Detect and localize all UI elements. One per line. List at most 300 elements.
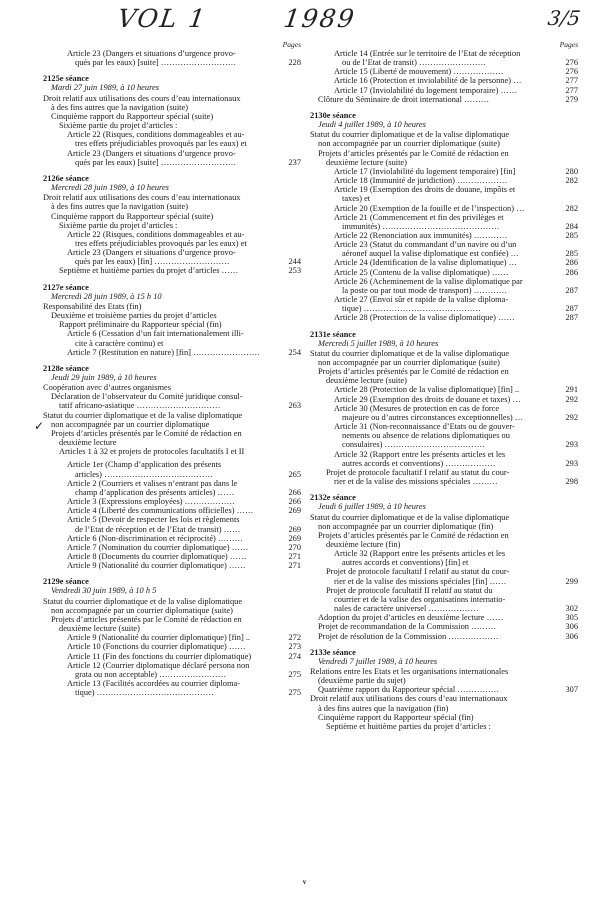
- toc-entry: [310, 204, 578, 213]
- toc-entry: [310, 240, 578, 249]
- session-heading: 2132e séance: [310, 493, 356, 503]
- toc-entry-text: Article 7 (Nomination du courrier diplomatique) ……: [67, 542, 249, 552]
- toc-entry-text: grata ou non acceptable) ……………………: [75, 669, 227, 679]
- toc-entry-page: 292: [565, 394, 578, 404]
- toc-entry-text: Article 11 (Fin des fonctions du courrier diplomatique): [67, 651, 252, 661]
- toc-entry-text: non accompagnée par un courrier diplomatique (fin): [318, 521, 494, 531]
- toc-entry: [43, 688, 301, 697]
- session-heading: 2129e séance: [43, 577, 89, 587]
- toc-entry-text: non accompagnée par un courrier diplomatique: [51, 419, 210, 429]
- toc-entry: [43, 221, 301, 230]
- toc-entry-text: Article 25 (Contenu de la valise diplomatique) ……: [334, 267, 509, 277]
- toc-entry: [310, 49, 578, 58]
- toc-entry-text: Deuxième et troisième parties du projet d’articles: [51, 311, 217, 321]
- toc-entry-text: Article 17 (Inviolabilité du logement temporaire) ……: [334, 85, 518, 95]
- toc-entry-page: 287: [565, 313, 578, 323]
- toc-entry-text: Article 24 (Identification de la valise diplomatique) …: [334, 258, 518, 268]
- toc-entry-text: Article 32 (Rapport entre les présents articles et les: [334, 449, 506, 459]
- toc-entry-text: Article 9 (Nationalité du courrier diplomatique) [fin] ..: [67, 633, 251, 643]
- toc-entry: [310, 76, 578, 85]
- toc-entry-text: Droit relatif aux utilisations des cours d’eau internationaux: [43, 93, 241, 103]
- toc-entry-text: à des fins autres que la navigation (suite): [51, 202, 188, 212]
- toc-entry-page: 275: [288, 688, 301, 698]
- session-date: Jeudi 6 juillet 1989, à 10 heures: [318, 502, 426, 512]
- toc-entry: [310, 586, 578, 595]
- toc-entry-page: 271: [288, 561, 301, 571]
- toc-entry: [43, 130, 301, 139]
- toc-entry-page: 266: [288, 487, 301, 497]
- toc-entry: [310, 613, 578, 622]
- margin-check-mark-icon: ✓: [34, 419, 45, 433]
- toc-entry-text: à des fins autres que la navigation (suite): [51, 102, 188, 112]
- toc-entry-text: Projets d’articles présentés par le Comité de rédaction en: [318, 367, 509, 377]
- toc-entry-text: non accompagnée par un courrier diplomatique (suite): [318, 139, 500, 149]
- toc-entry-page: 306: [565, 622, 578, 632]
- toc-entry: [310, 130, 578, 139]
- toc-entry: [43, 392, 301, 401]
- toc-entry: [43, 248, 301, 257]
- toc-entry-text: articles) …………………………………: [75, 469, 213, 479]
- toc-entry: [310, 58, 578, 67]
- toc-entry: [43, 447, 301, 456]
- toc-entry-text: deuxième lecture (fin): [326, 539, 401, 549]
- toc-entry-text: Droit relatif aux utilisations des cours d’eau internationaux: [310, 694, 508, 704]
- toc-entry: [43, 679, 301, 688]
- session-date: Jeudi 29 juin 1989, à 10 heures: [51, 373, 157, 382]
- toc-entry: [310, 522, 578, 531]
- toc-entry: [43, 266, 301, 275]
- toc-entry: [43, 534, 301, 543]
- toc-entry: [43, 311, 301, 320]
- toc-entry: [310, 440, 578, 449]
- toc-entry: [43, 552, 301, 561]
- toc-entry: [43, 320, 301, 329]
- toc-entry: [310, 358, 578, 367]
- toc-entry: [310, 295, 578, 304]
- toc-entry-text: Statut du courrier diplomatique et de la valise diplomatique: [43, 410, 243, 420]
- toc-entry-text: Article 9 (Nationalité du courrier diplomatique) ……: [67, 561, 246, 571]
- toc-entry-text: Cinquième rapport du Rapporteur spécial (suite): [51, 111, 214, 121]
- toc-entry: [310, 213, 578, 222]
- toc-entry: [43, 302, 301, 311]
- session-heading: 2126e séance: [43, 173, 89, 183]
- toc-entry: [43, 633, 301, 642]
- toc-entry-text: Projets d’articles présentés par le Comité de rédaction en: [51, 614, 242, 624]
- toc-entry-text: Septième et huitième parties du projet d’articles ……: [59, 266, 239, 276]
- toc-entry: [310, 477, 578, 486]
- toc-entry-text: Article 14 (Entrée sur le territoire de l’Etat de réception: [334, 49, 521, 58]
- toc-entry-text: rier et de la valise des missions spéciales ………: [334, 477, 498, 487]
- session-heading: 2127e séance: [43, 282, 89, 292]
- toc-entry-text: champ d’application des présents articles) ……: [75, 487, 235, 497]
- toc-entry-page: 276: [565, 58, 578, 68]
- toc-entry: [310, 540, 578, 549]
- toc-entry: [43, 339, 301, 348]
- toc-entry-page: 254: [288, 347, 301, 357]
- toc-entry: [43, 149, 301, 158]
- toc-entry: [310, 404, 578, 413]
- toc-entry: [310, 231, 578, 240]
- toc-entry-text: Article 23 (Dangers et situations d’urgence provo-: [67, 148, 236, 158]
- toc-entry-text: Article 23 (Statut du commandant d’un navire ou d’un: [334, 240, 517, 250]
- toc-entry: [43, 479, 301, 488]
- toc-entry: [310, 450, 578, 459]
- toc-entry-text: Article 3 (Expressions employées) ………………: [67, 497, 235, 507]
- toc-entry-page: 279: [565, 94, 578, 104]
- toc-entry: [310, 413, 578, 422]
- toc-entry-page: 293: [565, 440, 578, 450]
- toc-entry: [43, 121, 301, 130]
- toc-entry: [43, 661, 301, 670]
- toc-entry-page: 269: [288, 506, 301, 516]
- toc-entry: [310, 86, 578, 95]
- toc-entry: [43, 438, 301, 447]
- toc-entry-text: Quatrième rapport du Rapporteur spécial ……………: [318, 685, 500, 695]
- toc-entry-text: nements ou absence de relations diplomatiques ou: [342, 431, 510, 441]
- session-heading: 2130e séance: [310, 110, 356, 120]
- toc-entry: [310, 694, 578, 703]
- toc-entry-text: tatif africano-asiatique …………………………: [59, 401, 221, 411]
- toc-entry: [310, 704, 578, 713]
- toc-entry-page: 277: [565, 76, 578, 86]
- toc-entry: [43, 561, 301, 570]
- session-heading: 2125e séance: [43, 74, 89, 84]
- session-heading: 2128e séance: [43, 363, 89, 373]
- toc-entry-text: Article 6 (Non-discrimination et réciprocité) ………: [67, 533, 244, 543]
- toc-entry-text: Septième et huitième parties du projet d’articles :: [326, 721, 491, 731]
- toc-entry-text: Projet de protocole facultatif I relatif au statut du cour-: [326, 567, 510, 577]
- toc-entry: [310, 567, 578, 576]
- toc-entry: [43, 239, 301, 248]
- toc-entry: [43, 383, 301, 392]
- toc-entry-text: Article 10 (Fonctions du courrier diplomatique) ……: [67, 642, 246, 652]
- toc-entry-text: (deuxième partie du sujet): [318, 676, 406, 686]
- toc-entry: [310, 395, 578, 404]
- toc-entry-page: 237: [288, 157, 301, 167]
- toc-entry-page: 285: [565, 249, 578, 259]
- toc-entry-page: 276: [565, 67, 578, 77]
- toc-entry: [43, 257, 301, 266]
- toc-entry: [310, 149, 578, 158]
- toc-entry: [43, 624, 301, 633]
- toc-entry-text: autres accords et conventions) ………………: [342, 458, 496, 468]
- toc-entry-page: 274: [288, 651, 301, 661]
- toc-entry: [310, 194, 578, 203]
- toc-entry: [310, 139, 578, 148]
- toc-entry-text: Sixième partie du projet d’articles :: [59, 220, 178, 230]
- toc-entry-text: Projet de protocole facultatif II relatif au statut du: [326, 585, 493, 595]
- toc-entry-text: Relations entre les Etats et les organisations internationales: [310, 667, 509, 676]
- toc-entry-text: Projet de protocole facultatif I relatif au statut du cour-: [326, 467, 510, 477]
- toc-entry-text: immunités) ……………………………………: [342, 221, 500, 231]
- toc-entry: [43, 49, 301, 58]
- toc-entry-page: 305: [565, 613, 578, 623]
- toc-entry: [43, 420, 301, 429]
- toc-entry-text: Statut du courrier diplomatique et de la valise diplomatique: [310, 512, 510, 522]
- toc-entry-text: non accompagnée par un courrier diplomatique (suite): [51, 605, 233, 615]
- toc-entry-page: 277: [565, 85, 578, 95]
- session-date: Mardi 27 juin 1989, à 10 heures: [51, 83, 160, 93]
- toc-entry-text: Responsabilité des Etats (fin): [43, 301, 142, 311]
- toc-entry-page: 284: [565, 221, 578, 231]
- toc-entry-text: Article 2 (Courriers et valises n’entrant pas dans le: [67, 478, 238, 488]
- toc-entry-page: 228: [288, 58, 301, 68]
- toc-entry-text: Article 13 (Facilités accordées au courrier diploma-: [67, 679, 241, 688]
- toc-entry-text: Article 28 (Protection de la valise diplomatique) [fin] ..: [334, 385, 520, 395]
- toc-entry-text: Article 20 (Exemption de la fouille et de l’inspection) …: [334, 203, 525, 213]
- toc-entry: [310, 185, 578, 194]
- toc-entry: [310, 667, 578, 676]
- toc-entry-text: de l’Etat de réception et de l’Etat de transit) ……: [75, 524, 241, 534]
- toc-entry: [43, 525, 301, 534]
- toc-entry: [43, 670, 301, 679]
- toc-entry-text: Article 17 (Inviolabilité du logement temporaire) [fin]: [334, 166, 516, 176]
- toc-entry: [43, 158, 301, 167]
- toc-entry-text: rier et de la valise des missions spéciales [fin] ……: [334, 576, 507, 586]
- toc-entry-text: Article 6 (Cessation d’un fait internationalement illi-: [67, 329, 244, 339]
- toc-entry-page: 273: [288, 642, 301, 652]
- toc-entry: [43, 112, 301, 121]
- toc-entry: [43, 212, 301, 221]
- toc-entry: [310, 558, 578, 567]
- toc-entry: [43, 193, 301, 202]
- session-date: Mercredi 5 juillet 1989, à 10 heures: [318, 338, 439, 348]
- toc-entry: [310, 513, 578, 522]
- toc-entry: [310, 249, 578, 258]
- toc-entry: [310, 422, 578, 431]
- toc-entry-text: Projet de recommandation de la Commission ………: [318, 622, 497, 632]
- toc-entry: [43, 652, 301, 661]
- toc-entry-page: 275: [288, 669, 301, 679]
- toc-entry-text: Article 26 (Acheminement de la valise diplomatique par: [334, 276, 523, 286]
- toc-entry: [43, 103, 301, 112]
- toc-entry: [310, 286, 578, 295]
- toc-entry: [43, 597, 301, 606]
- toc-entry: [43, 515, 301, 524]
- toc-entry-text: autres accords et conventions) [fin] et: [342, 558, 469, 568]
- toc-entry-text: à des fins autres que la navigation (fin): [318, 703, 449, 713]
- toc-entry-page: 292: [565, 412, 578, 422]
- toc-entry-text: deuxième lecture (suite): [326, 376, 407, 386]
- session-heading: 2131e séance: [310, 329, 356, 339]
- toc-entry-page: 270: [288, 542, 301, 552]
- left-column: [43, 40, 301, 697]
- toc-entry-page: 271: [288, 551, 301, 561]
- toc-entry: [43, 497, 301, 506]
- toc-entry: [43, 543, 301, 552]
- toc-entry-text: tique) ……………………………………: [75, 688, 214, 698]
- handwritten-volume-note: VOL 1: [115, 4, 209, 33]
- toc-entry-text: deuxième lecture: [59, 438, 117, 448]
- toc-entry: [310, 95, 578, 104]
- toc-entry-text: tres effets préjudiciables provoqués par les eaux) et: [75, 238, 247, 248]
- toc-entry: [310, 459, 578, 468]
- toc-entry-page: 306: [565, 631, 578, 641]
- toc-entry-page: 286: [565, 258, 578, 268]
- toc-entry-page: 282: [565, 176, 578, 186]
- toc-entry-text: Cinquième rapport du Rapporteur spécial (suite): [51, 211, 214, 221]
- toc-entry-page: 269: [288, 524, 301, 534]
- toc-entry-text: Clôture du Séminaire de droit international ………: [318, 94, 490, 104]
- toc-entry-text: Article 4 (Liberté des communications officielles) ……: [67, 506, 254, 516]
- toc-entry-text: Statut du courrier diplomatique et de la valise diplomatique: [310, 348, 510, 358]
- toc-entry-text: deuxième lecture (suite): [326, 157, 407, 167]
- toc-entry-page: 253: [288, 266, 301, 276]
- session-heading: 2133e séance: [310, 647, 356, 657]
- toc-entry-page: 287: [565, 304, 578, 314]
- toc-entry-page: 266: [288, 497, 301, 507]
- toc-entry: [310, 549, 578, 558]
- toc-entry: [43, 606, 301, 615]
- toc-entry-text: Article 19 (Exemption des droits de douane, impôts et: [334, 185, 516, 195]
- toc-entry: [43, 470, 301, 479]
- handwritten-reference-note: 3/5: [546, 6, 582, 30]
- toc-entry-text: Article 28 (Protection de la valise diplomatique) ……: [334, 313, 515, 323]
- toc-entry: [310, 313, 578, 322]
- toc-entry-text: consulaires) ………………………………: [342, 440, 486, 450]
- toc-entry-text: Projets d’articles présentés par le Comité de rédaction en: [318, 530, 509, 540]
- toc-entry: [310, 685, 578, 694]
- toc-entry-text: Article 16 (Protection et inviolabilité de la personne) …: [334, 76, 522, 86]
- toc-entry-page: 282: [565, 203, 578, 213]
- toc-entry: [310, 385, 578, 394]
- toc-entry-text: tres effets préjudiciables provoqués par les eaux) et: [75, 139, 247, 149]
- toc-entry-text: Article 7 (Restitution en nature) [fin] ……………………: [67, 347, 261, 357]
- toc-entry-page: 287: [565, 285, 578, 295]
- toc-entry-text: Article 30 (Mesures de protection en cas de force: [334, 403, 500, 413]
- toc-entry: [43, 429, 301, 438]
- session-date: Jeudi 4 juillet 1989, à 10 heures: [318, 120, 426, 130]
- toc-entry: [310, 167, 578, 176]
- session-date: Vendredi 7 juillet 1989, à 10 heures: [318, 656, 438, 666]
- toc-entry-page: 293: [565, 458, 578, 468]
- toc-entry-page: 298: [565, 477, 578, 487]
- toc-entry: [310, 577, 578, 586]
- toc-entry-text: Article 22 (Renonciation aux immunités) …………: [334, 230, 508, 240]
- left-column-entries: [43, 49, 301, 697]
- toc-entry-text: Article 31 (Non-reconnaissance d’Etats ou de gouver-: [334, 422, 515, 432]
- toc-entry-text: Article 21 (Commencement et fin des privilèges et: [334, 212, 504, 222]
- toc-entry: [43, 230, 301, 239]
- toc-entry-text: tique) ……………………………………: [342, 304, 481, 314]
- toc-entry: [43, 202, 301, 211]
- toc-entry: [310, 713, 578, 722]
- toc-entry-text: Rapport préliminaire du Rapporteur spécial (fin): [59, 320, 222, 330]
- toc-entry-text: Article 1er (Champ d’application des présents: [67, 460, 222, 470]
- toc-entry-text: Article 22 (Risques, conditions dommageables et au-: [67, 130, 245, 140]
- right-column: [310, 40, 578, 731]
- toc-entry-text: Projets d’articles présentés par le Comité de rédaction en: [318, 148, 509, 158]
- toc-entry: [43, 615, 301, 624]
- toc-entry-text: cite à caractère continu) et: [75, 338, 164, 348]
- toc-entry-page: 265: [288, 469, 301, 479]
- toc-entry: [310, 431, 578, 440]
- toc-entry: [43, 411, 301, 420]
- toc-entry-text: Article 5 (Devoir de respecter les lois et règlements: [67, 515, 240, 525]
- toc-entry-page: 285: [565, 230, 578, 240]
- toc-entry-text: Statut du courrier diplomatique et de la valise diplomatique: [43, 596, 243, 606]
- toc-entry: [310, 722, 578, 731]
- toc-entry-text: Article 29 (Exemption des droits de douane et taxes) …: [334, 394, 521, 404]
- toc-entry-text: Article 32 (Rapport entre les présents articles et les: [334, 549, 506, 559]
- toc-entry-text: Article 8 (Documents du courrier diplomatique) ……: [67, 551, 247, 561]
- session-date: Mercredi 28 juin 1989, à 15 h 10: [51, 291, 162, 301]
- toc-entry-text: Article 15 (Liberté de mouvement) ………………: [334, 67, 504, 77]
- toc-entry: [310, 676, 578, 685]
- toc-entry: [310, 531, 578, 540]
- toc-entry: [310, 468, 578, 477]
- toc-entry: [310, 268, 578, 277]
- toc-entry: [43, 488, 301, 497]
- toc-entry-text: courrier et de la valise des organisations internatio-: [334, 594, 506, 604]
- toc-entry-text: aéronef auquel la valise diplomatique est confiée) …: [342, 249, 519, 259]
- toc-entry-page: 302: [565, 604, 578, 614]
- toc-entry-text: Projet de résolution de la Commission ………………: [318, 631, 499, 641]
- toc-entry: [310, 632, 578, 641]
- toc-entry: [43, 139, 301, 148]
- toc-entry: [43, 329, 301, 338]
- toc-entry-text: Statut du courrier diplomatique et de la valise diplomatique: [310, 130, 510, 140]
- pages-column-label: Pages: [282, 40, 301, 49]
- toc-entry-text: majeure ou d’autres circonstances exceptionnelles) …: [342, 412, 524, 422]
- toc-entry-text: Article 18 (Immunité de juridiction) ………………: [334, 176, 508, 186]
- toc-entry-text: Article 12 (Courrier diplomatique déclaré persona non: [67, 660, 250, 670]
- toc-entry-text: Projets d’articles présentés par le Comité de rédaction en: [51, 428, 242, 438]
- toc-entry-page: 244: [288, 257, 301, 267]
- toc-entry-text: qués par les eaux) [fin] ………………………: [75, 257, 230, 267]
- toc-entry: [310, 277, 578, 286]
- toc-entry-page: 272: [288, 633, 301, 643]
- toc-entry: [43, 401, 301, 410]
- toc-entry-text: la poste ou par tout mode de transport) …………: [342, 285, 508, 295]
- toc-entry: [310, 595, 578, 604]
- toc-entry-text: non accompagnée par un courrier diplomatique (suite): [318, 358, 500, 367]
- toc-entry: [310, 304, 578, 313]
- toc-entry: [43, 94, 301, 103]
- toc-entry-text: nales de caractère universel ………………: [334, 604, 479, 614]
- toc-entry: [43, 460, 301, 469]
- toc-entry-text: Droit relatif aux utilisations des cours d’eau internationaux: [43, 193, 241, 203]
- toc-entry: [43, 348, 301, 357]
- toc-entry-page: 280: [565, 166, 578, 176]
- toc-entry-text: Articles 1 à 32 et projets de protocoles facultatifs I et II: [59, 447, 245, 457]
- toc-entry-page: 263: [288, 401, 301, 411]
- toc-entry-text: Article 23 (Dangers et situations d’urgence provo-: [67, 248, 236, 258]
- page-number: v: [302, 878, 307, 886]
- toc-entry: [310, 158, 578, 167]
- toc-entry: [43, 642, 301, 651]
- toc-entry-text: Cinquième rapport du Rapporteur spécial (fin): [318, 712, 474, 722]
- toc-entry-page: 269: [288, 533, 301, 543]
- toc-entry: [310, 349, 578, 358]
- toc-entry-text: ou de l’Etat de transit) ……………………: [342, 58, 486, 68]
- pages-column-label: Pages: [559, 40, 578, 49]
- right-column-entries: [310, 49, 578, 731]
- toc-entry: [310, 258, 578, 267]
- session-date: Vendredi 30 juin 1989, à 10 h 5: [51, 586, 157, 596]
- toc-entry: [310, 67, 578, 76]
- toc-entry: [310, 176, 578, 185]
- toc-entry-page: 307: [565, 685, 578, 695]
- toc-entry-text: qués par les eaux) [suite] ………………………: [75, 58, 237, 68]
- toc-entry-text: Article 27 (Envoi sûr et rapide de la valise diploma-: [334, 295, 509, 305]
- toc-entry: [310, 604, 578, 613]
- toc-entry: [310, 376, 578, 385]
- toc-entry-text: Article 22 (Risques, conditions dommageables et au-: [67, 229, 245, 239]
- toc-entry-text: taxes) et: [342, 194, 371, 204]
- toc-entry-text: Coopération avec d’autres organismes: [43, 383, 171, 393]
- toc-entry: [43, 506, 301, 515]
